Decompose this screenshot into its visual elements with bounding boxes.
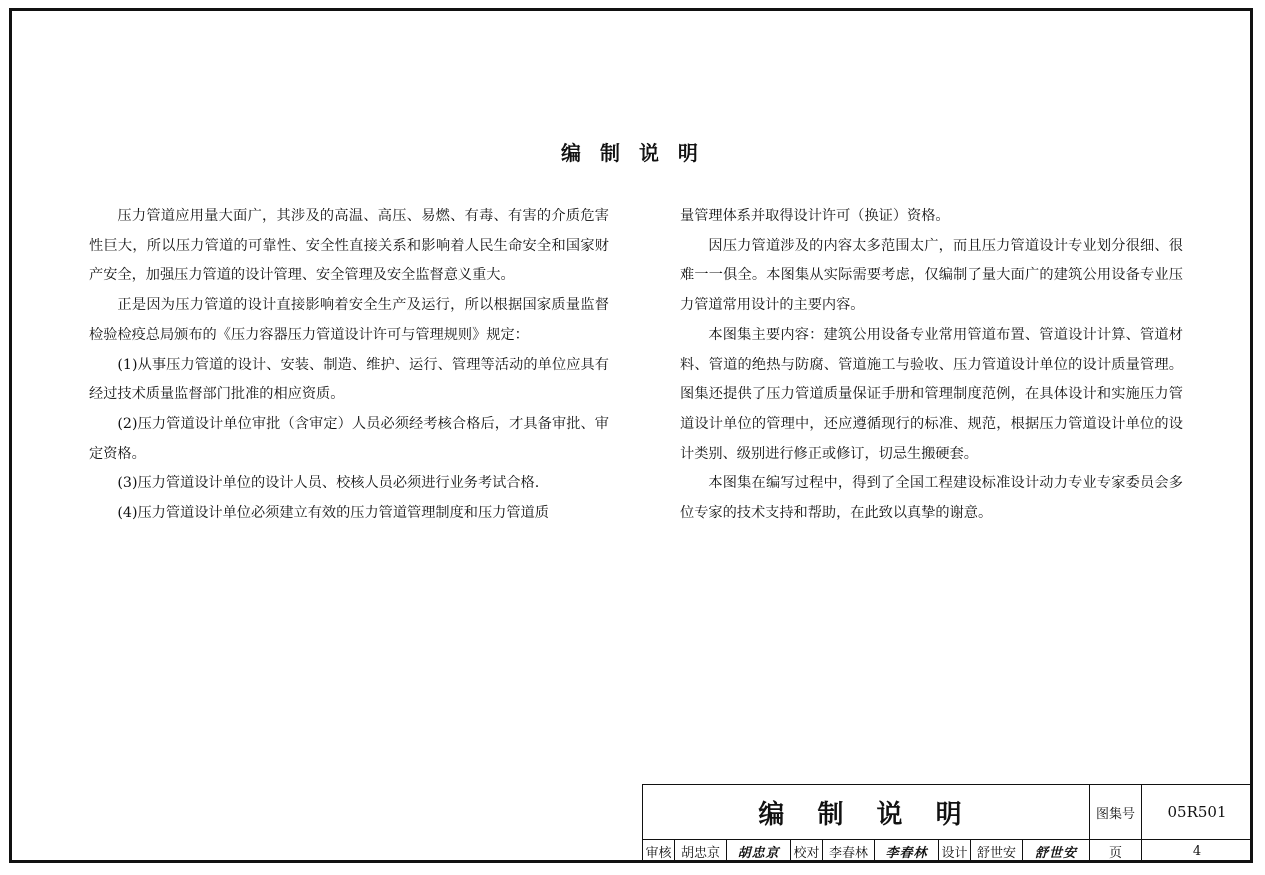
title-block-title: 编 制 说 明: [643, 785, 1090, 839]
page-label: 页: [1090, 840, 1142, 863]
design-label: 设计: [939, 840, 971, 863]
list-item: (1)从事压力管道的设计、安装、制造、维护、运行、管理等活动的单位应具有经过技术质量监督部门批准的相应资质。: [89, 356, 609, 403]
review-label: 审核: [643, 840, 675, 863]
page-number: 4: [1192, 844, 1202, 859]
check-signature: 李春林: [875, 840, 939, 863]
design-name: 舒世安: [971, 840, 1023, 863]
title-block: [642, 784, 1253, 863]
paragraph: 因压力管道涉及的内容太多范围太广，而且压力管道设计专业划分很细、很难一一俱全。本图集从实际需要考虑，仅编制了量大面广的建筑公用设备专业压力管道常用设计的主要内容。: [680, 237, 1183, 314]
atlas-number-label: 图集号: [1090, 785, 1142, 839]
paragraph: 量管理体系并取得设计许可（换证）资格。: [680, 208, 950, 224]
list-item: (3)压力管道设计单位的设计人员、校核人员必须进行业务考试合格.: [117, 475, 540, 492]
list-item: (2)压力管道设计单位审批（含审定）人员必须经考核合格后，才具备审批、审定资格。: [89, 415, 609, 462]
check-label: 校对: [791, 840, 823, 863]
paragraph: 压力管道应用量大面广，其涉及的高温、高压、易燃、有毒、有害的介质危害性巨大，所以压力管道的可靠性、安全性直接关系和影响着人民生命安全和国家财产安全，加强压力管道的设计管理、安全管理及安全监督意义重大。: [89, 208, 609, 284]
left-column: [89, 202, 609, 529]
list-item: (4)压力管道设计单位必须建立有效的压力管道管理制度和压力管道质: [117, 505, 549, 522]
paragraph: 本图集在编写过程中，得到了全国工程建设标准设计动力专业专家委员会多位专家的技术支持和帮助，在此致以真挚的谢意。: [680, 475, 1183, 522]
paragraph: 正是因为压力管道的设计直接影响着安全生产及运行，所以根据国家质量监督检验检疫总局颁布的《压力容器压力管道设计许可与管理规则》规定：: [89, 297, 609, 343]
check-name: 李春林: [823, 840, 875, 863]
signature-row: [643, 839, 1252, 864]
review-name: 胡忠京: [675, 840, 727, 863]
page-title: 编 制 说 明: [561, 141, 704, 165]
design-signature: 舒世安: [1023, 840, 1090, 863]
right-column: [680, 202, 1183, 529]
review-signature: 胡忠京: [727, 840, 791, 863]
paragraph: 本图集主要内容：建筑公用设备专业常用管道布置、管道设计计算、管道材料、管道的绝热与防腐、管道施工与验收、压力管道设计单位的设计质量管理。图集还提供了压力管道质量保证手册和管理制度范例，在具体设计和实施压力管道设计单位的管理中，还应遵循现行的标准、规范，根据压力管道设计单位的设计类别、级别进行修正或修订，切忌生搬硬套。: [680, 326, 1183, 462]
atlas-number: 05R501: [1167, 803, 1227, 821]
